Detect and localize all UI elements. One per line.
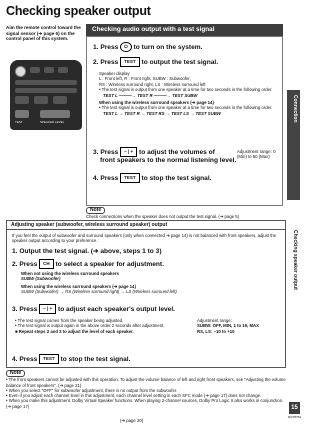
adjust-step-1: 1. Output the test signal. (➔ above, steps 1 to 3) [12, 248, 162, 255]
note-icon: Note [86, 207, 105, 214]
adjust-step-3-bullets: • The test signal comes from the speaker being adjusted. • The test signal is output again in the above order 2 seconds after adjustment. ■ Repeat steps 2 and 3 to adjust the level of each speaker. [15, 318, 165, 334]
note-2 [6, 370, 286, 409]
section-header: Checking audio output with a test signal [86, 24, 283, 36]
wireless-note: When using the wireless surround speakers (➔ page 14) [99, 100, 214, 106]
page-title: Checking speaker output [6, 4, 151, 18]
test-button-icon: TEST [39, 354, 59, 364]
side-tab [287, 0, 300, 425]
step-3: 3. Press − | + to adjust the volumes of [93, 148, 215, 156]
test-button-icon: TEST [120, 57, 140, 67]
minus-plus-button-icon: − | + [39, 304, 56, 314]
step-4: 4. Press TEST to stop the test signal. [93, 174, 212, 182]
side-label-connection: Connection [292, 95, 298, 123]
remote-test-label: TEST [15, 120, 23, 124]
aim-instruction: Aim the remote control toward the signal sensor (➔ page 6) on the control panel of this system. [6, 25, 81, 42]
note-icon: Note [6, 370, 25, 377]
note-2-line: • Even if you adjust each channel level in this adjustment, each channel level setting in each SFC mode (➔ page 17) does not change. [6, 393, 262, 399]
page-code: RQT8753 [288, 415, 302, 419]
note-2-line: • The front speakers cannot be adjusted with this operation. To adjust the volume balance of left and right front speakers, see "Adjusting the volume balance of front speakers". (➔ page 21) [6, 377, 286, 388]
note-2-line: • When you select "OFF" for subwoofer adjustment, there is no output from the subwoofer. [6, 387, 178, 393]
minus-plus-button-icon: − | + [120, 147, 137, 157]
power-button-icon: ⏻ [120, 42, 132, 52]
remote-illustration [10, 60, 82, 130]
test-button-icon: TEST [120, 173, 140, 183]
adjust-step-2: 2. Press CH to select a speaker for adjustment. [12, 260, 164, 268]
page-number: 15 [289, 402, 300, 414]
adjust-section-header: Adjusting speaker (subwoofer, wireless surround speaker) output [6, 220, 286, 230]
adjust-step-3: 3. Press − | + to adjust each speaker's output level. [12, 305, 175, 313]
adjust-panel [6, 230, 286, 368]
speaker-display-info: Speaker display L : Front left, R : Front right, SUBW : Subwoofer, RS : Wireless surround right, LS : Wireless surround left • The test signal is output from one speaker at a time for two seconds in the following order. TEST L ———→ TEST R ———→ TEST SUBW When using the wireless surround speakers (➔ page 14) • The test signal is output from one speaker at a time for two seconds in the following order. TEST L → TEST R → TEST RS → TEST LS → TEST SUBW [99, 71, 279, 116]
adjust-range-box: Adjustment range: SUBW: OFF, MIN, 1 to 19, MAX RS, LS: −10 to +10 [197, 318, 259, 334]
test-signal-panel [86, 36, 283, 206]
adjust-intro: If you feel the output of subwoofer and surround speakers (only when connected ➔ page 14) is not balanced with front speakers, adjust the speaker output according to your preference. [12, 233, 277, 244]
adjust-step-2-notes: When not using the wireless surround speakers SUBW (Subwoofer) When using the wireless surround speakers (➔ page 14) SUBW (Subwoofer) → RS (Wireless surround right) → LS (Wireless surround left) [21, 271, 177, 295]
power-icon [15, 66, 26, 77]
footer-page-ref: (➔ page 20) [120, 418, 144, 423]
adjustment-range: Adjustment range: 0 (Min) to 50 (Max) [237, 149, 276, 160]
step-2: 2. Press TEST to output the test signal. [93, 58, 219, 66]
note-2-line: • When you make this adjustment, Dolby Virtual Speaker functions. When playing 2-channel sources, Dolby Pro Logic II also works in conjunction. (➔ page 17) [6, 398, 284, 409]
adjust-step-4: 4. Press TEST to stop the test signal. [12, 355, 131, 363]
note-1-text: Check connections when the speaker does not output the test signal. (➔ page 5) [86, 214, 240, 220]
step-1: 1. Press ⏻ to turn on the system. [93, 43, 203, 51]
side-label-checking: Checking speaker output [292, 230, 298, 290]
remote-speaker-level-label: SPEAKER LEVEL [40, 120, 65, 124]
note-1 [86, 207, 283, 220]
step-3-continued: front speakers to the normal listening level. [100, 157, 237, 164]
ch-button-icon: CH [39, 259, 54, 269]
